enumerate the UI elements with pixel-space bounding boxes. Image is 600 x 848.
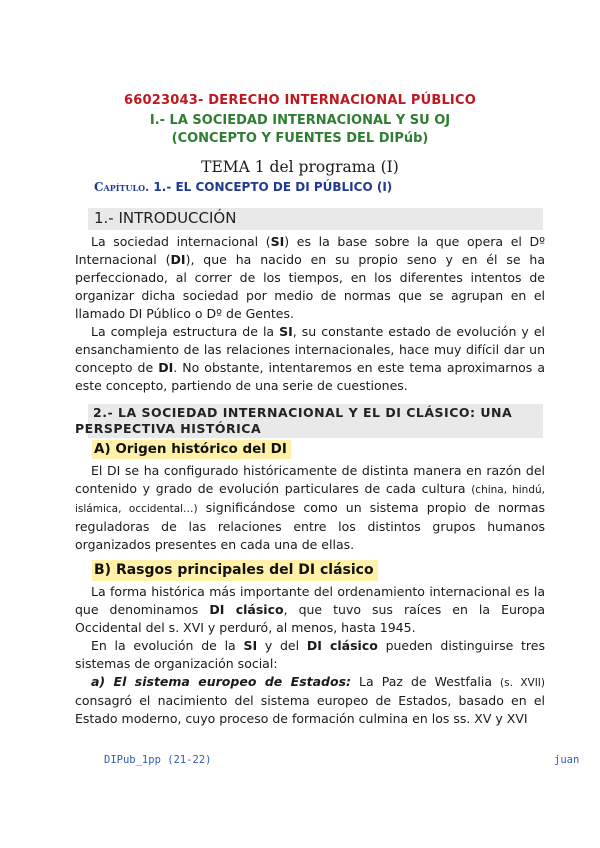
- text-run: La Paz de Westfalia: [351, 674, 501, 689]
- subsection-a-heading: A) Origen histórico del DI: [92, 440, 291, 459]
- text-run: En la evolución de la: [91, 638, 244, 653]
- topic-subtitle-line2: (CONCEPTO Y FUENTES DEL DIPúb): [171, 131, 429, 146]
- text-run-bold-italic: a) El sistema europeo de Estados:: [91, 674, 352, 689]
- footer-author: juan: [554, 754, 580, 766]
- text-run: ) es la base sobre la que opera el Dº Internacional (: [75, 234, 545, 267]
- text-run-bold: SI: [243, 638, 258, 653]
- section1-heading-bar: [88, 208, 543, 230]
- text-run: El DI se ha configurado históricamente de distinta manera en razón del contenido y grado de evolución particulares de cada cultura: [75, 463, 545, 496]
- text-run-bold: DI: [170, 252, 186, 267]
- chapter-label: Capítulo.: [94, 180, 150, 194]
- subsection-b-paragraph-1: [75, 583, 545, 637]
- subsection-b-paragraph-3: [75, 673, 545, 728]
- subsection-b-paragraph-2: [75, 637, 545, 673]
- text-run-bold: DI clásico: [209, 602, 284, 617]
- section1-paragraph-1: [75, 233, 545, 323]
- text-run: . No obstante, intentaremos en este tema aproximarnos a este concepto, partiendo de una serie de cuestiones.: [75, 360, 545, 393]
- subsection-a-paragraph: [75, 462, 545, 554]
- chapter-heading: [94, 180, 392, 194]
- text-run: significándose como un sistema propio de normas reguladoras de las relaciones entre los distintos grupos humanos organizados presentes en cada una de ellas.: [75, 500, 546, 552]
- section1-heading: 1.- INTRODUCCIÓN: [94, 209, 237, 227]
- section2-heading-bar: [75, 404, 543, 438]
- text-run: ), que ha nacido en su propio seno y en él se ha perfeccionado, al correr de los tiempos, en los diferentes intentos de organizar dicha sociedad por medio de normas que se agrupan en el llamado DI Público o Dº de Gentes.: [75, 252, 546, 321]
- text-run-small: (s. XVII): [500, 677, 545, 689]
- footer-doc-id: DIPub_1pp (21-22): [104, 754, 212, 766]
- text-run-bold: SI: [279, 324, 293, 339]
- text-run: La compleja estructura de la: [91, 324, 280, 339]
- section1-paragraph-2: [75, 323, 545, 395]
- text-run: pueden distinguirse tres sistemas de organización social:: [75, 638, 545, 671]
- section2-heading-line1: 2.- LA SOCIEDAD INTERNACIONAL Y EL DI CLÁSICO: UNA: [93, 405, 513, 420]
- course-title: 66023043- DERECHO INTERNACIONAL PÚBLICO: [124, 93, 476, 108]
- text-run-bold: SI: [270, 234, 285, 249]
- section2-heading-line2: PERSPECTIVA HISTÓRICA: [75, 421, 262, 436]
- chapter-title: 1.- EL CONCEPTO DE DI PÚBLICO (I): [153, 180, 393, 194]
- text-run-bold: DI: [158, 360, 174, 375]
- text-run: , su constante estado de evolución y el ensanchamiento de las relaciones internacionales, hace muy difícil dar un concepto de: [75, 324, 545, 375]
- text-run-small: (china, hindú, islámica, occidental…): [75, 484, 545, 515]
- subsection-b-heading: B) Rasgos principales del DI clásico: [92, 560, 378, 581]
- tema-heading: TEMA 1 del programa (I): [201, 158, 399, 176]
- text-run-bold: DI clásico: [306, 638, 378, 653]
- text-run: consagró el nacimiento del sistema europeo de Estados, basado en el Estado moderno, cuyo proceso de formación culmina en los ss. XV y XVI: [75, 693, 545, 726]
- topic-subtitle-line1: I.- LA SOCIEDAD INTERNACIONAL Y SU OJ: [149, 113, 451, 128]
- text-run: , que tuvo sus raíces en la Europa Occidental del s. XVI y perduró, al menos, hasta 1945.: [75, 602, 545, 635]
- text-run: La forma histórica más importante del ordenamiento internacional es la que denominamos: [75, 584, 545, 617]
- text-run: La sociedad internacional (: [91, 234, 271, 249]
- text-run: y del: [257, 638, 307, 653]
